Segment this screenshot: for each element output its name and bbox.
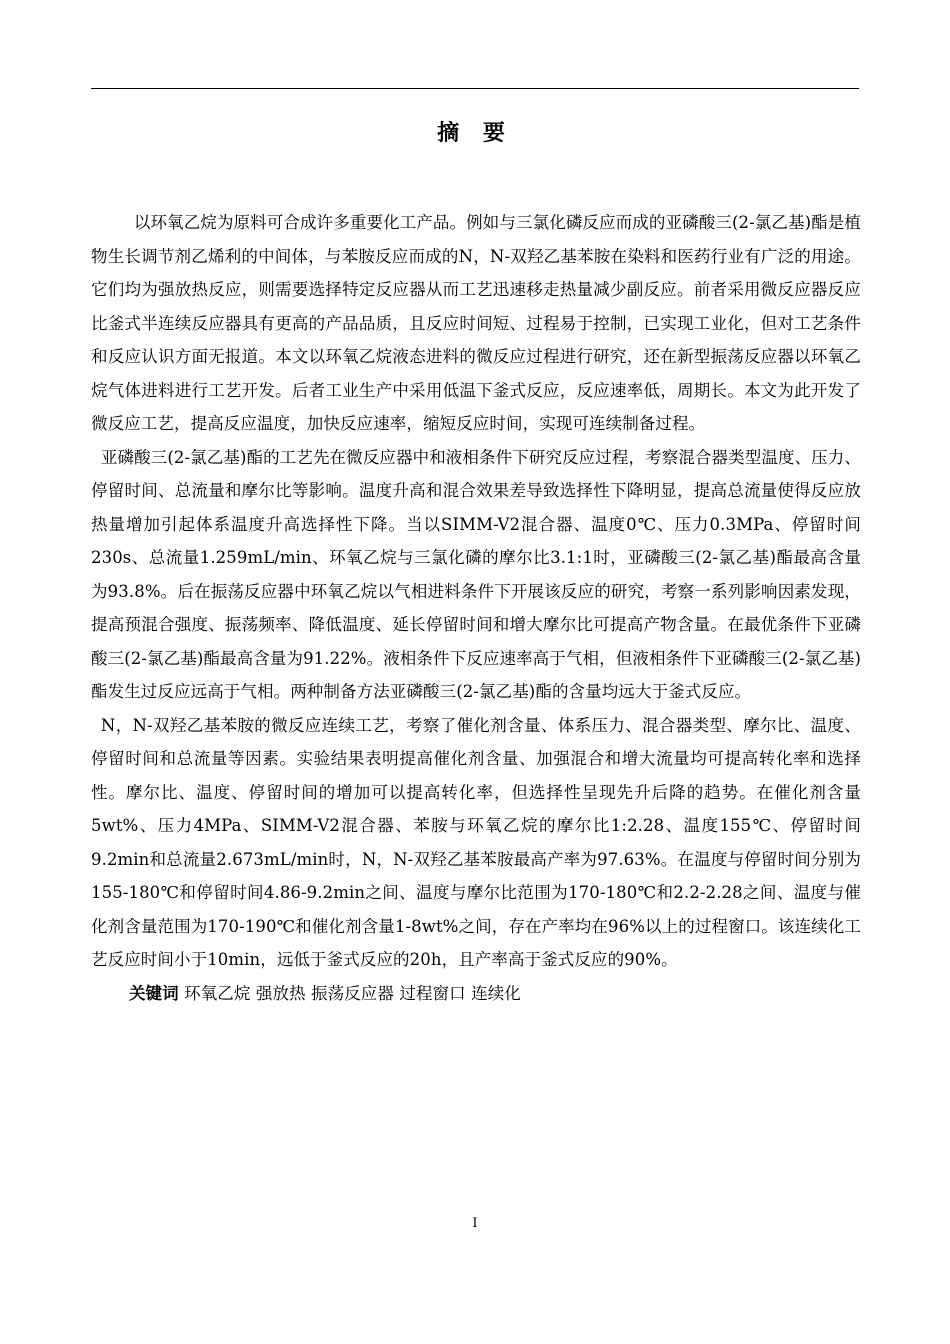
abstract-paragraph-aniline: N，N-双羟乙基苯胺的微反应连续工艺，考察了催化剂含量、体系压力、混合器类型、摩尔比、温度、停留时间和总流量等因素。实验结果表明提高催化剂含量、加强混合和增大流量均可提高转化率和选择性。摩尔比、温度、停留时间的增加可以提高转化率，但选择性呈现先升后降的趋势。在催化剂含量5wt%、压力4MPa、SIMM-V2混合器、苯胺与环氧乙烷的摩尔比1:2.28、温度155℃、停留时间9.2min和总流量2.673mL/min时，N，N-双羟乙基苯胺最高产率为97.63%。在温度与停留时间分别为155-180℃和停留时间4.86-9.2min之间、温度与摩尔比范围为170-180℃和2.2-2.28之间、温度与催化剂含量范围为170-190℃和催化剂含量1-8wt%之间，存在产率均在96%以上的过程窗口。该连续化工艺反应时间小于10min，远低于釜式反应的20h，且产率高于釜式反应的90%。 [91, 715, 861, 969]
page-number: I [472, 1216, 478, 1231]
keywords-terms: 环氧乙烷 强放热 振荡反应器 过程窗口 连续化 [184, 983, 521, 1003]
abstract-paragraph-intro: 以环氧乙烷为原料可合成许多重要化工产品。例如与三氯化磷反应而成的亚磷酸三(2-氯乙基)酯是植物生长调节剂乙烯利的中间体，与苯胺反应而成的N，N-双羟乙基苯胺在染料和医药行业有广泛的用途。它们均为强放热反应，则需要选择特定反应器从而工艺迅速移走热量减少副反应。前者采用微反应器反应比釜式半连续反应器具有更高的产品品质，且反应时间短、过程易于控制，已实现工业化，但对工艺条件和反应认识方面无报道。本文以环氧乙烷液态进料的微反应过程进行研究，还在新型振荡反应器以环氧乙烷气体进料进行工艺开发。后者工业生产中采用低温下釜式反应，反应速率低，周期长。本文为此开发了微反应工艺，提高反应温度，加快反应速率，缩短反应时间，实现可连续制备过程。 [91, 213, 861, 433]
abstract-body [91, 206, 861, 1010]
abstract-paragraph-phosphite: 亚磷酸三(2-氯乙基)酯的工艺先在微反应器中和液相条件下研究反应过程，考察混合器类型温度、压力、停留时间、总流量和摩尔比等影响。温度升高和混合效果差导致选择性下降明显，提高总流量使得反应放热量增加引起体系温度升高选择性下降。当以SIMM-V2混合器、温度0℃、压力0.3MPa、停留时间230s、总流量1.259mL/min、环氧乙烷与三氯化磷的摩尔比3.1:1时，亚磷酸三(2-氯乙基)酯最高含量为93.8%。后在振荡反应器中环氧乙烷以气相进料条件下开展该反应的研究，考察一系列影响因素发现，提高预混合强度、振荡频率、降低温度、延长停留时间和增大摩尔比可提高产物含量。在最优条件下亚磷酸三(2-氯乙基)酯最高含量为91.22%。液相条件下反应速率高于气相，但液相条件下亚磷酸三(2-氯乙基)酯发生过反应远高于气相。两种制备方法亚磷酸三(2-氯乙基)酯的含量均远大于釜式反应。 [91, 447, 861, 701]
header-rule [91, 88, 859, 89]
abstract-title: 摘 要 [437, 120, 513, 146]
keywords-label: 关键词 [128, 983, 179, 1003]
keywords-line [91, 977, 861, 1011]
